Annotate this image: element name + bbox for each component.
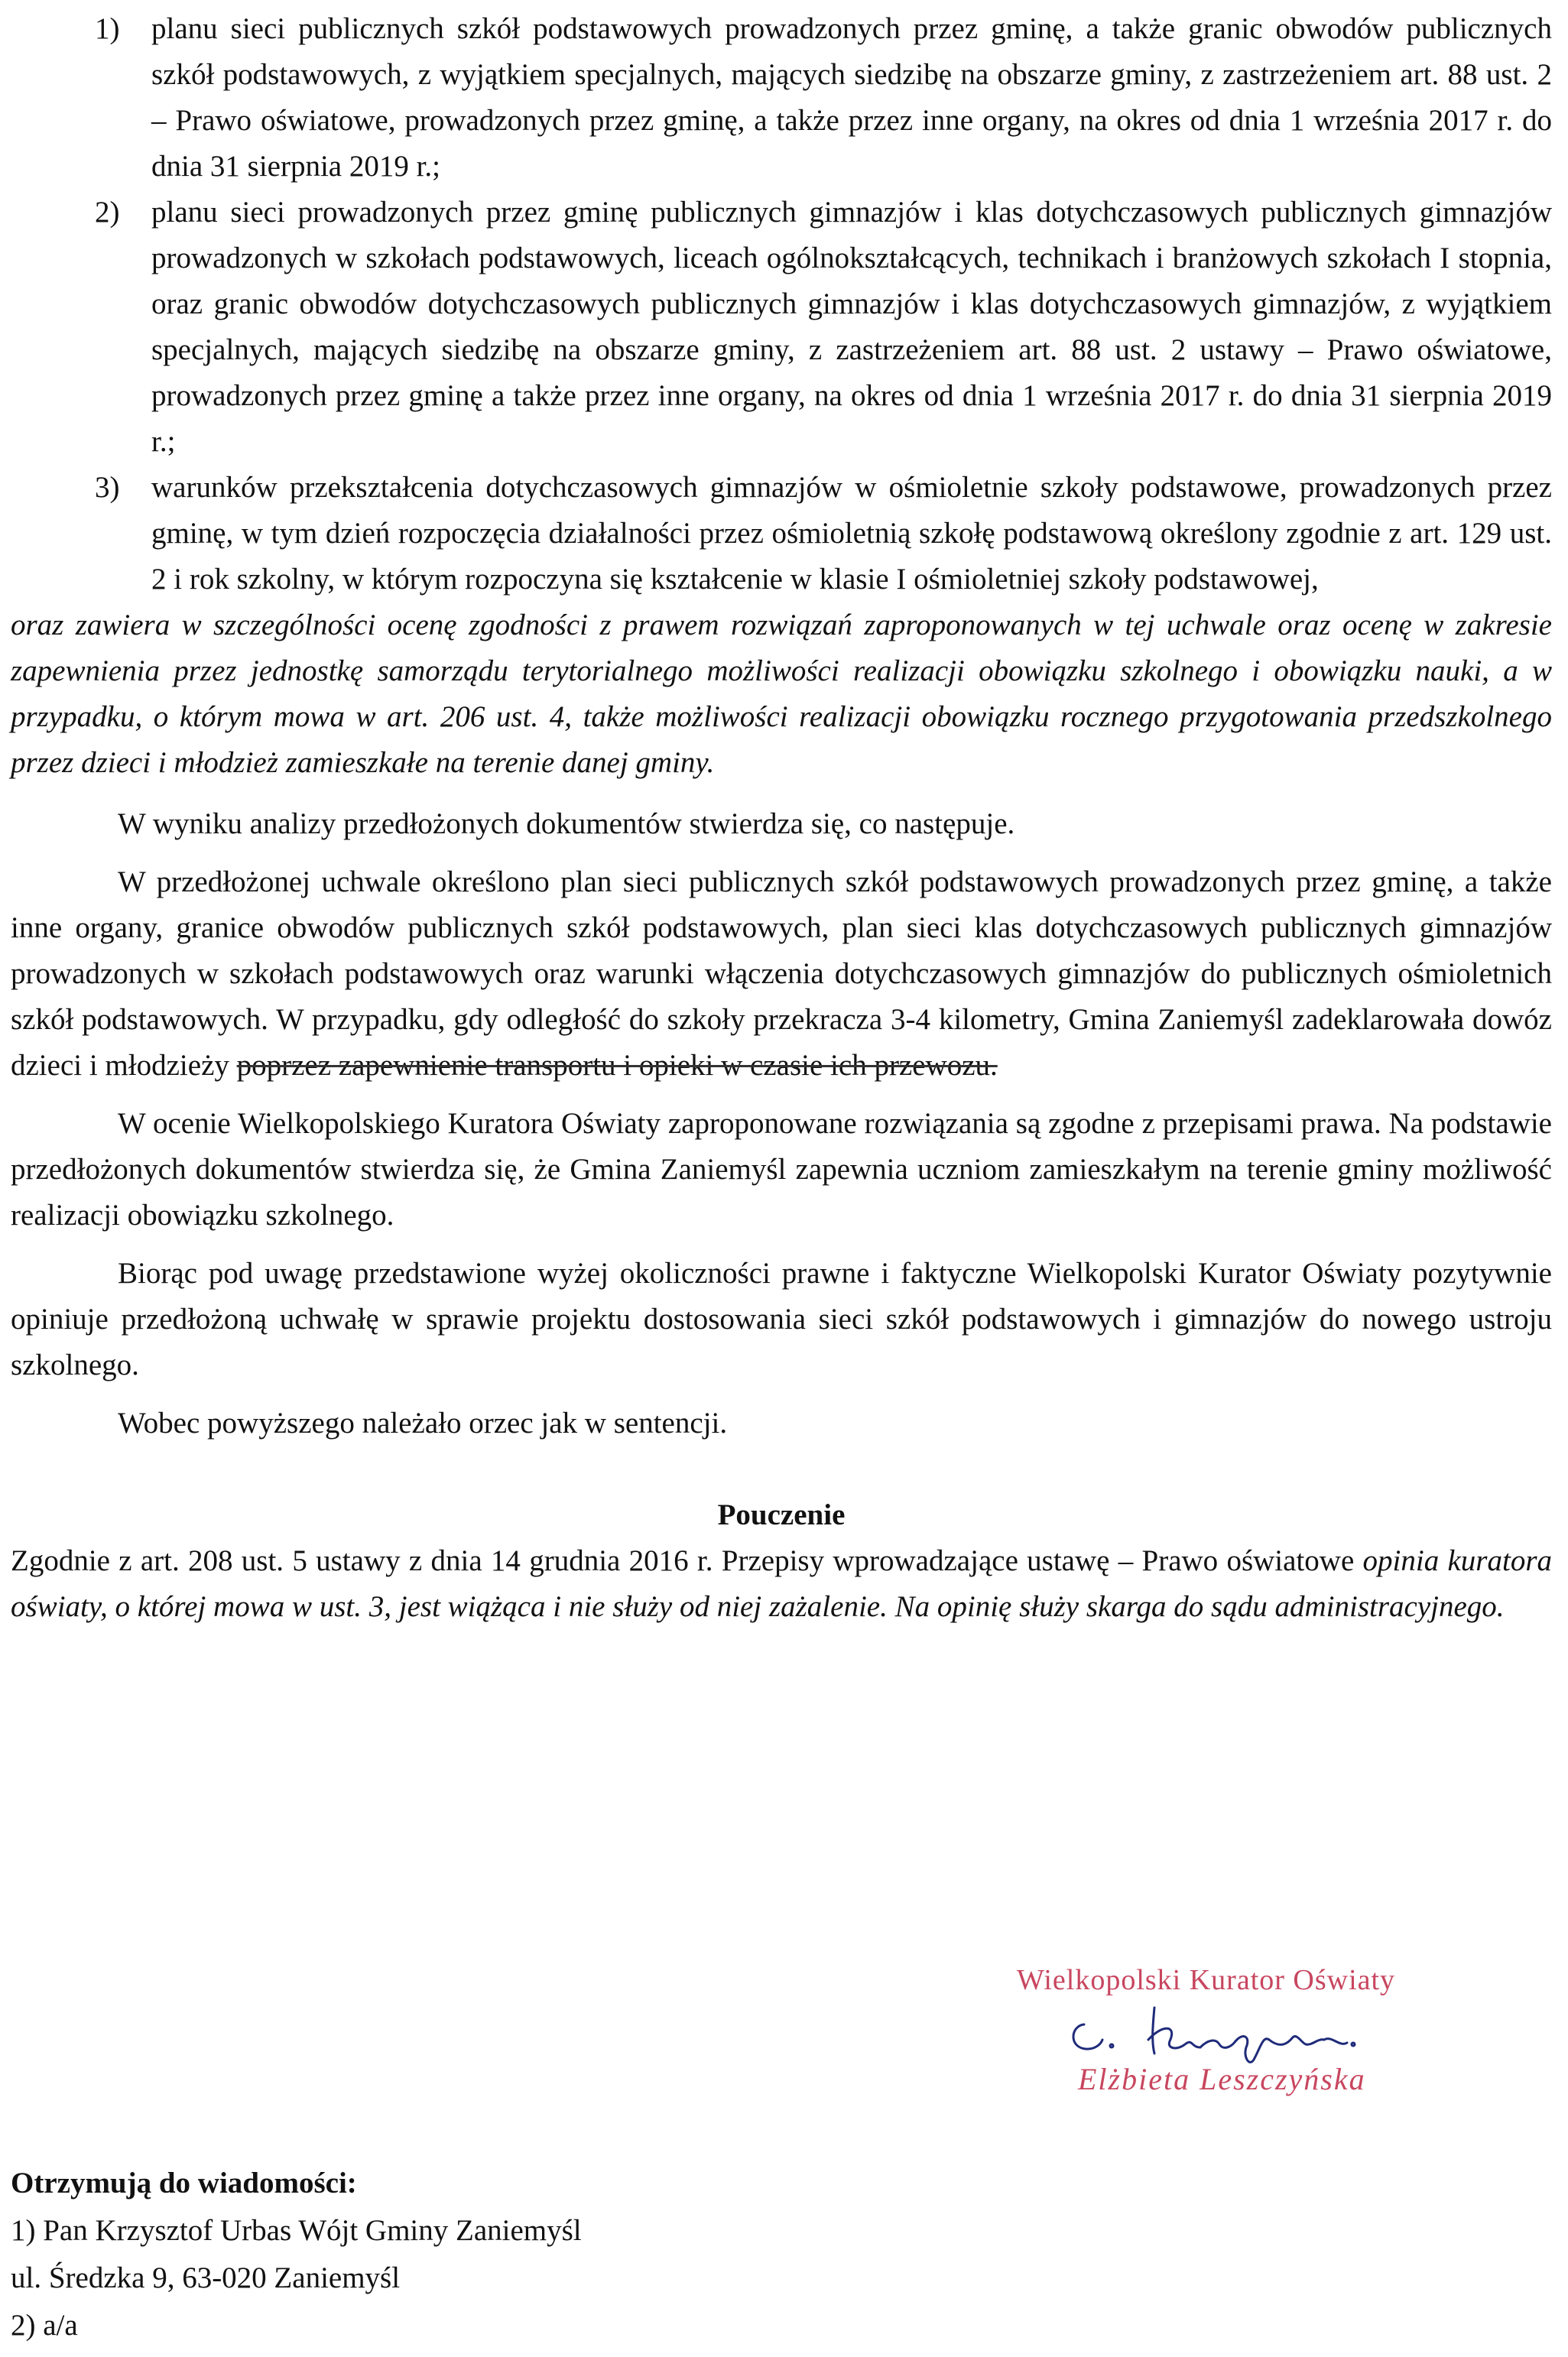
document-body (11, 6, 1552, 1630)
stamp-name: Elżbieta Leszczyńska (1078, 2062, 1366, 2096)
recipient-line: 1) Pan Krzysztof Urbas Wójt Gminy Zaniemyśl (11, 2214, 582, 2247)
pouczenie-heading: Pouczenie (717, 1498, 846, 1531)
scope-paragraph: oraz zawiera w szczególności ocenę zgodności z prawem rozwiązań zaproponowanych w tej uchwale oraz ocenę w zakresie zapewnienia przez jednostkę samorządu terytorialnego możliwości realizacji obowiązku szkolnego i obowiązku nauki, a w przypadku, o którym mowa w art. 206 ust. 4, także możliwości realizacji obowiązku rocznego przygotowania przedszkolnego przez dzieci i młodzież zamieszkałe na terenie danej gminy. (11, 609, 1552, 779)
pouczenie-regular-text: Zgodnie z art. 208 ust. 5 ustawy z dnia 14 grudnia 2016 r. Przepisy wprowadzające ustawę – Prawo oświatowe (11, 1544, 1363, 1577)
list-item (11, 190, 1552, 465)
list-item-text: planu sieci publicznych szkół podstawowych prowadzonych przez gminę, a także granic obwodów publicznych szkół podstawowych, z wyjątkiem specjalnych, mających siedzibę na obszarze gminy, z zastrzeżeniem art. 88 ust. 2 – Prawo oświatowe, prowadzonych przez gminę, a także przez inne organy, na okres od dnia 1 września 2017 r. do dnia 31 sierpnia 2019 r.; (151, 12, 1552, 183)
assessment-paragraph: W ocenie Wielkopolskiego Kuratora Oświaty zaproponowane rozwiązania są zgodne z przepisami prawa. Na podstawie przedłożonych dokumentów stwierdza się, że Gmina Zaniemyśl zapewnia uczniom zamieszkałym na terenie gminy możliwość realizacji obowiązku szkolnego. (11, 1107, 1552, 1232)
recipients-title: Otrzymują do wiadomości: (11, 2167, 357, 2200)
pouczenie-paragraph (11, 1538, 1552, 1630)
analysis-text: W przedłożonej uchwale określono plan sieci publicznych szkół podstawowych prowadzonych przez gminę, a także inne organy, granice obwodów publicznych szkół podstawowych, plan sieci klas dotychczasowych publicznych gimnazjów prowadzonych w szkołach podstawowych oraz warunki włączenia dotychczasowych gimnazjów do publicznych ośmioletnich szkół podstawowych. W przypadku, gdy odległość do szkoły przekracza 3-4 kilometry, Gmina Zaniemyśl zadeklarowała dowóz dzieci i młodzieży (11, 865, 1552, 1082)
list-item (11, 6, 1552, 190)
recipient-line: 2) a/a (11, 2309, 78, 2342)
opinion-paragraph: Biorąc pod uwagę przedstawione wyżej okoliczności prawne i faktyczne Wielkopolski Kurator Oświaty pozytywnie opiniuje przedłożoną uchwałę w sprawie projektu dostosowania sieci szkół podstawowych i gimnazjów do nowego ustroju szkolnego. (11, 1257, 1552, 1381)
list-item-text: planu sieci prowadzonych przez gminę publicznych gimnazjów i klas dotychczasowych publicznych gimnazjów prowadzonych w szkołach podstawowych, liceach ogólnokształcących, technikach i branżowych szkołach I stopnia, oraz granic obwodów dotychczasowych publicznych gimnazjów i klas dotychczasowych gimnazjów, z wyjątkiem specjalnych, mających siedzibę na obszarze gminy, z zastrzeżeniem art. 88 ust. 2 ustawy – Prawo oświatowe, prowadzonych przez gminę a także przez inne organy, na okres od dnia 1 września 2017 r. do dnia 31 sierpnia 2019 r.; (151, 196, 1552, 458)
conclusion-paragraph: Wobec powyższego należało orzec jak w sentencji. (118, 1407, 728, 1440)
recipient-line: ul. Średzka 9, 63-020 Zaniemyśl (11, 2261, 401, 2294)
analysis-paragraph (11, 859, 1552, 1089)
list-item-number: 3) (95, 471, 120, 504)
list-item-number: 2) (95, 196, 120, 229)
stamp-title: Wielkopolski Kurator Oświaty (1017, 1964, 1396, 1996)
signature-block (1017, 1963, 1475, 2096)
pouczenie-italic-text: opinia kuratora oświaty, o której mowa w ust. 3, jest wiążąca i nie służy od niej zażalenie. Na opinię służy skarga do sądu administracyjnego. (11, 1544, 1553, 1623)
analysis-intro-paragraph: W wyniku analizy przedłożonych dokumentów stwierdza się, co następuje. (118, 807, 1015, 840)
recipients-block (11, 2160, 928, 2349)
list-item-number: 1) (95, 12, 120, 45)
analysis-struck-text: poprzez zapewnienie transportu i opieki w czasie ich przewozu. (236, 1049, 998, 1082)
list-item (11, 465, 1552, 602)
list-item-text: warunków przekształcenia dotychczasowych gimnazjów w ośmioletnie szkoły podstawowe, prowadzonych przez gminę, w tym dzień rozpoczęcia działalności przez ośmioletnią szkołę podstawową określony zgodnie z art. 129 ust. 2 i rok szkolny, w którym rozpoczyna się kształcenie w klasie I ośmioletniej szkoły podstawowej, (151, 471, 1552, 596)
